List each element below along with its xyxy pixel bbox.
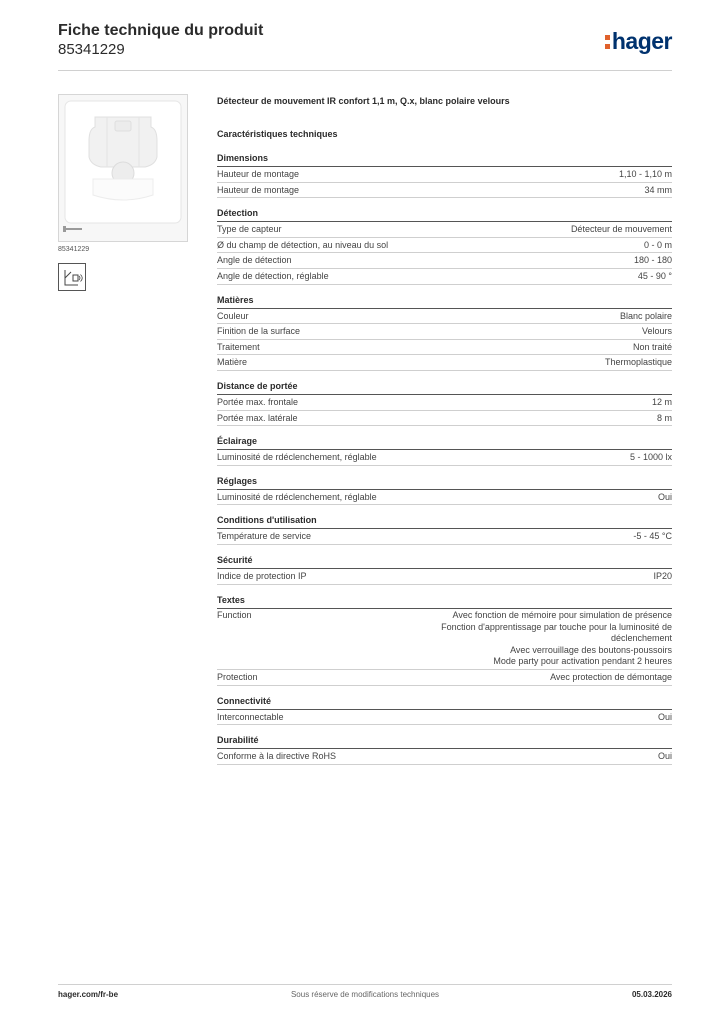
- spec-row: [217, 529, 672, 545]
- product-code: 85341229: [58, 246, 90, 253]
- spec-value-line: Fonction d'apprentissage par touche pour la luminosité de: [441, 621, 672, 632]
- spec-row: [217, 749, 672, 765]
- section-title: Textes: [217, 595, 672, 609]
- spec-value-line: Avec verrouillage des boutons-poussoirs: [510, 644, 672, 655]
- spec-row: [217, 450, 672, 466]
- spec-row: [217, 183, 672, 199]
- spec-row: [217, 309, 672, 325]
- spec-label: Température de service: [217, 531, 312, 542]
- spec-label: Finition de la surface: [217, 326, 301, 337]
- spec-row: [217, 222, 672, 238]
- spec-label: Function: [217, 610, 252, 620]
- spec-row: [217, 167, 672, 183]
- spec-label: Traitement: [217, 341, 260, 352]
- spec-label: Hauteur de montage: [217, 184, 300, 195]
- spec-value: 1,10 - 1,10 m: [618, 169, 672, 179]
- spec-label: Couleur: [217, 310, 249, 321]
- section-title: Réglages: [217, 476, 672, 490]
- spec-section: [217, 381, 672, 426]
- header-divider: [58, 70, 672, 71]
- spec-label: Luminosité de rdéclenchement, réglable: [217, 452, 377, 463]
- spec-value-line: déclenchement: [610, 633, 672, 643]
- spec-section: [217, 208, 672, 284]
- spec-label: Matière: [217, 357, 248, 368]
- spec-value: Oui: [657, 751, 672, 762]
- spec-value: 34 mm: [644, 184, 672, 195]
- spec-value-line: Avec fonction de mémoire pour simulation de présence: [452, 610, 672, 620]
- spec-label: Conforme à la directive RoHS: [217, 751, 337, 762]
- spec-value: 12 m: [651, 396, 672, 407]
- spec-value: 5 - 1000 lx: [629, 452, 672, 463]
- spec-label: Luminosité de rdéclenchement, réglable: [217, 491, 377, 502]
- hager-logo[interactable]: [605, 28, 672, 55]
- spec-label: Angle de détection, réglable: [217, 270, 329, 281]
- spec-section: [217, 735, 672, 765]
- spec-label: Protection: [217, 672, 258, 682]
- product-photo[interactable]: [58, 94, 188, 242]
- logo-colon-icon: [605, 35, 610, 49]
- spec-row: [217, 710, 672, 726]
- spec-row: [217, 670, 672, 686]
- section-title: Matières: [217, 295, 672, 309]
- spec-section: [217, 153, 672, 198]
- spec-row: [217, 269, 672, 285]
- footer-divider: [58, 984, 672, 985]
- spec-label: Portée max. latérale: [217, 412, 298, 423]
- spec-value: Détecteur de mouvement: [570, 224, 672, 235]
- spec-label: Interconnectable: [217, 711, 284, 722]
- spec-value: 8 m: [656, 412, 672, 423]
- spec-row: [217, 411, 672, 427]
- spec-sections: [217, 153, 672, 765]
- footer-website-link[interactable]: hager.com/fr-be: [58, 990, 119, 999]
- spec-row: [217, 490, 672, 506]
- spec-row: [217, 340, 672, 356]
- spec-row: [217, 395, 672, 411]
- spec-section: [217, 476, 672, 506]
- product-description: Détecteur de mouvement IR confort 1,1 m, Q.x, blanc polaire velours: [217, 96, 510, 106]
- section-title: Conditions d'utilisation: [217, 515, 672, 529]
- spec-label: Indice de protection IP: [217, 570, 307, 581]
- installation-pictogram-icon: [58, 263, 86, 291]
- spec-value: Velours: [641, 326, 672, 337]
- spec-label: Type de capteur: [217, 224, 282, 235]
- spec-label: Ø du champ de détection, au niveau du sol: [217, 239, 389, 250]
- section-title: Détection: [217, 208, 672, 222]
- page-header: [58, 22, 263, 59]
- spec-label: Portée max. frontale: [217, 396, 299, 407]
- spec-value: Avec protection de démontage: [550, 672, 672, 682]
- spec-value: 45 - 90 °: [637, 270, 672, 281]
- spec-value: 0 - 0 m: [643, 239, 672, 250]
- section-title: Éclairage: [217, 436, 672, 450]
- spec-row: [217, 324, 672, 340]
- spec-value: IP20: [653, 570, 672, 581]
- section-title: Connectivité: [217, 696, 672, 710]
- spec-label: Hauteur de montage: [217, 169, 300, 179]
- technical-specs: [217, 96, 672, 765]
- spec-value: Non traité: [632, 341, 672, 352]
- motion-detector-product-photo-icon: [59, 95, 187, 241]
- spec-label: Angle de détection: [217, 255, 292, 266]
- spec-section: [217, 295, 672, 371]
- spec-value: -5 - 45 °C: [633, 531, 672, 542]
- section-title: Dimensions: [217, 153, 672, 167]
- spec-value: Oui: [657, 711, 672, 722]
- spec-value: Oui: [657, 491, 672, 502]
- spec-value: 180 - 180: [633, 255, 672, 266]
- product-image-column: [58, 94, 188, 291]
- spec-section: [217, 696, 672, 726]
- spec-row: [217, 355, 672, 371]
- page-title: Fiche technique du produit: [58, 22, 264, 39]
- tech-characteristics-title: Caractéristiques techniques: [217, 129, 338, 139]
- section-title: Distance de portée: [217, 381, 672, 395]
- logo-text: hager: [611, 28, 672, 54]
- section-title: Sécurité: [217, 555, 672, 569]
- spec-row: [217, 253, 672, 269]
- spec-value-line: Mode party pour activation pendant 2 heures: [493, 656, 672, 666]
- spec-row: [217, 609, 672, 671]
- spec-value: Blanc polaire: [619, 310, 672, 321]
- spec-row: [217, 238, 672, 254]
- footer-notice: Sous réserve de modifications techniques: [290, 990, 440, 999]
- page-footer: [58, 990, 672, 999]
- spec-value: [441, 610, 672, 668]
- footer-date: 05.03.2026: [631, 990, 672, 999]
- spec-section: [217, 595, 672, 686]
- spec-section: [217, 515, 672, 545]
- section-title: Durabilité: [217, 735, 672, 749]
- spec-row: [217, 569, 672, 585]
- product-number: 85341229: [58, 41, 125, 58]
- spec-value: Thermoplastique: [604, 357, 672, 368]
- spec-section: [217, 436, 672, 466]
- spec-section: [217, 555, 672, 585]
